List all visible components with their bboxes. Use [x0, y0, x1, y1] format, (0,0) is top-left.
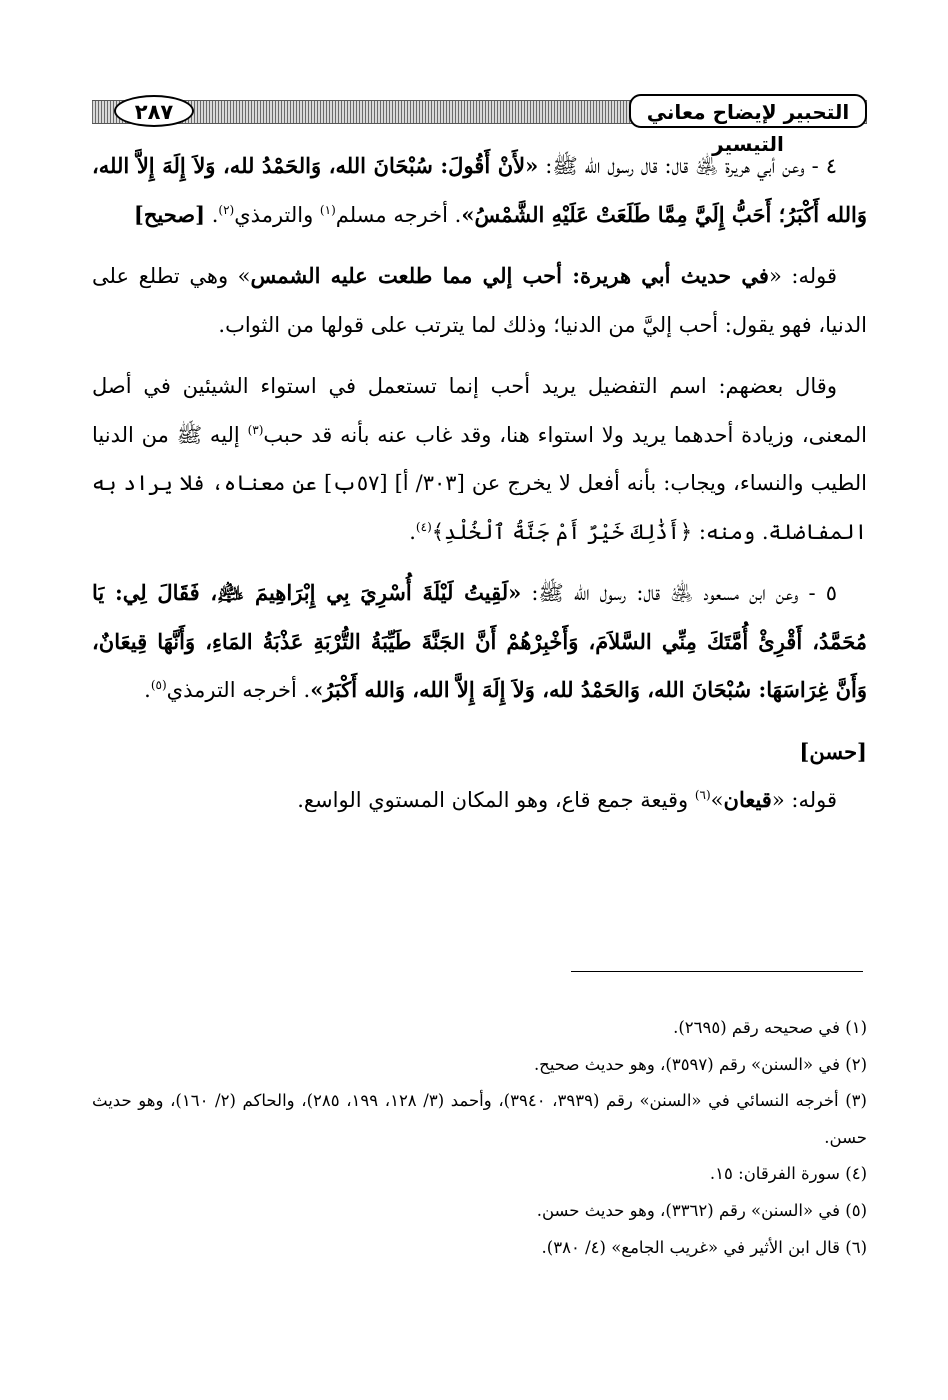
running-header — [92, 94, 867, 156]
footnote-ref-3[interactable]: (٣) — [247, 422, 264, 437]
commentary-3-word: قيعان — [723, 787, 772, 812]
hadith-4-source-b: والترمذي — [234, 202, 320, 227]
footnote-4: (٤) سورة الفرقان: ١٥. — [709, 1164, 867, 1184]
footnote-ref-1[interactable]: (١) — [319, 202, 336, 217]
book-title: التحبير لإيضاح معاني التيسير — [629, 94, 867, 128]
page-number: ٢٨٧ — [114, 95, 194, 127]
commentary-1-text-b: » وهي تطلع على الدنيا، فهو يقول: أحب إليَّ من الدنيا؛ وذلك لما يترتب على قولها من الثواب. — [92, 264, 867, 337]
hadith-4-intro: ٤ - وعن أبي هريرة ﵁ قال: قال رسول الله ﷺ: — [538, 154, 837, 178]
hadith-5-matn: «لَقِيتُ لَيْلَةَ أُسْرِيَ بِي إِبْرَاهِيمَ ﵇، فَقَالَ لِي: يَا مُحَمَّدُ، أَقْرِئْ أُمَّتَكَ مِنِّي السَّلاَمَ، وَأَخْبِرْهُمْ أَنَّ الجَنَّةَ طَيِّبَةُ التُّرْبَةِ عَذْبَةُ المَاءِ، وَأَنَّهَا قِيعَانٌ، وَأَنَّ غِرَاسَهَا: سُبْحَانَ الله، وَالحَمْدُ لله، وَلاَ إِلَهَ إِلاَّ الله، وَالله أَكْبَرُ» — [92, 580, 867, 702]
hadith-5-intro: ٥ - وعن ابن مسعود ﵁ قال: رسول الله ﷺ: — [521, 581, 837, 605]
footnote-ref-4[interactable]: (٤) — [415, 519, 432, 534]
hadith-4 — [92, 142, 867, 239]
commentary-3-text-b: » — [710, 788, 724, 812]
footnote-ref-6[interactable]: (٦) — [694, 788, 711, 802]
hadith-4-source-c: . — [205, 202, 219, 227]
hadith-4-source-a: . أخرجه مسلم — [335, 202, 462, 227]
hadith-4-grade: [صحيح] — [133, 201, 206, 227]
hadith-4-matn: «لأَنْ أَقُولَ: سُبْحَانَ الله، وَالحَمْدُ لله، وَلاَ إِلَهَ إِلاَّ الله، وَالله أَكْبَرُ؛ أَحَبُّ إِلَيَّ مِمَّا طَلَعَتْ عَلَيْهِ الشَّمْسُ» — [92, 153, 867, 227]
commentary-paragraph-2 — [92, 362, 867, 556]
commentary-3-text-a: قوله: « — [771, 788, 837, 812]
footnote-ref-2[interactable]: (٢) — [218, 202, 235, 217]
commentary-1-quote: في حديث أبي هريرة: أحب إلي مما طلعت عليه الشمس — [250, 263, 769, 288]
commentary-1-text-a: قوله: « — [768, 264, 837, 288]
hadith-5-grade: [حسن] — [799, 738, 867, 764]
footnote-3: (٣) أخرجه النسائي في «السنن» رقم (٣٩٣٩، ٣٩٤٠)، وأحمد (٣/ ١٢٨، ١٩٩، ٢٨٥)، والحاكم (٢/ ١٦٠)، وهو حديث حسن. — [92, 1091, 867, 1147]
commentary-paragraph-1 — [92, 252, 867, 349]
hadith-5-source-b: . — [144, 678, 151, 702]
footnote-ref-5[interactable]: (٥) — [150, 678, 167, 692]
commentary-2-text-c: . — [409, 519, 416, 544]
hadith-5 — [92, 569, 867, 715]
commentary-paragraph-3 — [92, 776, 867, 825]
commentary-3-text-c: وقيعة جمع قاع، وهو المكان المستوي الواسع. — [297, 788, 695, 812]
hadith-5-source-a: . أخرجه الترمذي — [166, 678, 311, 702]
footnote-separator — [571, 971, 863, 972]
hadith-5-grade-line — [92, 728, 867, 777]
footnote-2: (٢) في «السنن» رقم (٣٥٩٧)، وهو حديث صحيح. — [533, 1054, 867, 1074]
footnotes — [92, 1010, 867, 1266]
commentary-2-text-b: إليه ﷺ من الدنيا الطيب والنساء، ويجاب: بأنه أفعل لا يخرج عن [٣٠٣/ أ] [٥٧ب] عن معناه، فلا يراد به المفاضلة. ومنه: ﴿أَذَٰلِكَ خَيْرٌ أَمْ جَنَّةُ ٱلْخُلْدِ﴾ — [92, 422, 867, 544]
footnote-6: (٦) قال ابن الأثير في «غريب الجامع» (٤/ ٣٨٠). — [541, 1237, 867, 1257]
main-text — [92, 142, 867, 838]
commentary-2-text-a: وقال بعضهم: اسم التفضيل يريد أحب إنما تستعمل في استواء الشيئين في أصل المعنى، وزيادة أحدهما يريد ولا استواء هنا، وقد غاب عنه بأنه قد حبب — [92, 374, 867, 447]
footnote-1: (١) في صحيحه رقم (٢٦٩٥). — [673, 1018, 867, 1037]
footnote-5: (٥) في «السنن» رقم (٣٣٦٢)، وهو حديث حسن. — [536, 1200, 867, 1220]
